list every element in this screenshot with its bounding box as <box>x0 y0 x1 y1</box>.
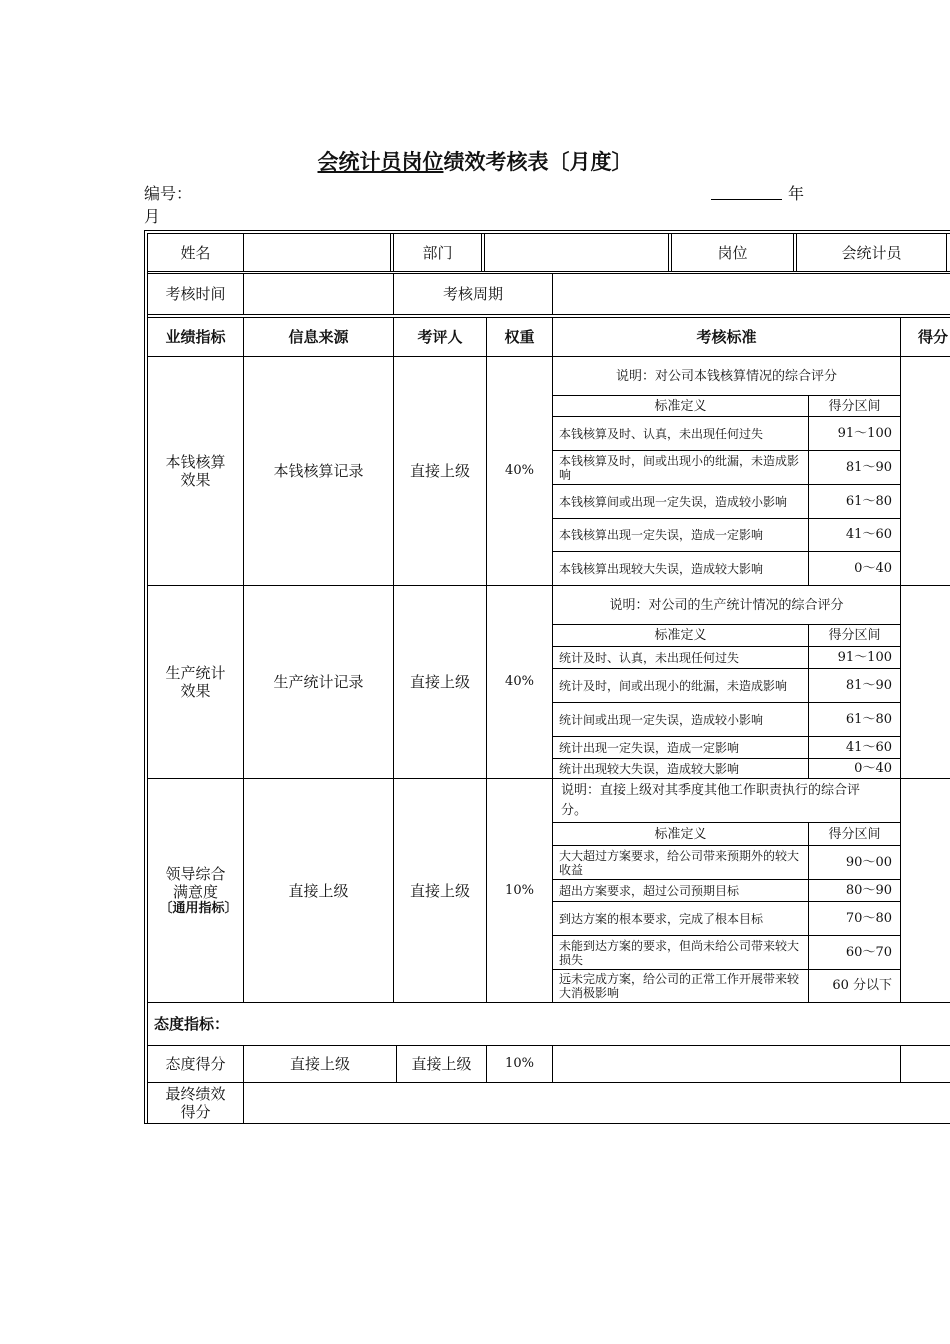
criteria-def: 本钱核算及时，间或出现小的纰漏，未造成影响 <box>559 453 800 482</box>
header-weight: 权重 <box>504 328 535 346</box>
criteria-def: 本钱核算出现一定失误，造成一定影响 <box>559 528 764 542</box>
attitude-section-label: 态度指标： <box>154 1015 230 1033</box>
final-score-field[interactable] <box>244 1083 950 1123</box>
criteria-range: 91～100 <box>837 649 892 665</box>
indicator-name: 本钱核算效果 <box>165 453 226 489</box>
criteria-def-header: 标准定义 <box>654 628 707 643</box>
title-rest: 绩效考核表〔月度〕 <box>443 150 633 174</box>
indicator-weight: 10% <box>505 882 534 898</box>
post-label: 岗位 <box>717 243 748 262</box>
indicator-rater: 直接上级 <box>409 673 470 691</box>
indicator-name-cell <box>148 779 243 1002</box>
criteria-def: 统计间或出现一定失误，造成较小影响 <box>559 712 764 727</box>
number-label: 编号： <box>144 184 193 203</box>
criteria-def: 超出方案要求，超过公司预期目标 <box>559 883 740 898</box>
indicator-note: 说明：对公司的生产统计情况的综合评分 <box>609 597 844 613</box>
criteria-def: 统计及时，间或出现小的纰漏，未造成影响 <box>559 678 788 693</box>
criteria-def: 到达方案的根本要求，完成了根本目标 <box>559 911 764 926</box>
year-blank-line <box>711 199 782 200</box>
title-underlined: 会统计员岗位 <box>317 150 444 174</box>
criteria-def: 本钱核算出现较大失误，造成较大影响 <box>559 561 764 576</box>
final-score-label: 最终绩效得分 <box>165 1085 226 1121</box>
criteria-def: 大大超过方案要求，给公司带来预期外的较大收益 <box>559 848 800 877</box>
name-field[interactable] <box>244 234 390 271</box>
year-label: 年 <box>788 184 805 203</box>
criteria-range: 0～40 <box>854 760 892 776</box>
criteria-def: 统计出现较大失误，造成较大影响 <box>559 761 740 776</box>
indicator-note: 说明：直接上级对其季度其他工作职责执行的综合评分。 <box>561 782 861 818</box>
attitude-score-field[interactable] <box>901 1046 950 1082</box>
criteria-range: 60 分以下 <box>832 978 892 993</box>
period-label: 考核周期 <box>442 285 503 303</box>
attitude-rater: 直接上级 <box>411 1055 472 1073</box>
indicator-rater: 直接上级 <box>409 462 470 480</box>
header-rater: 考评人 <box>417 328 463 346</box>
criteria-range: 61～80 <box>845 711 892 727</box>
criteria-def: 本钱核算及时、认真，未出现任何过失 <box>559 426 764 441</box>
header-indicator: 业绩指标 <box>165 328 226 346</box>
indicator-source: 生产统计记录 <box>273 673 364 691</box>
month-label: 月 <box>144 207 161 226</box>
criteria-def: 统计出现一定失误，造成一定影响 <box>559 740 740 755</box>
criteria-range-header: 得分区间 <box>828 628 881 643</box>
indicator-source: 本钱核算记录 <box>273 462 364 480</box>
header-score: 得分 <box>918 328 949 346</box>
criteria-range: 41～60 <box>845 527 892 542</box>
criteria-range: 81～90 <box>845 677 892 693</box>
attitude-standard-field[interactable] <box>553 1046 900 1082</box>
criteria-range: 41～60 <box>845 739 892 755</box>
indicator-rater: 直接上级 <box>409 881 470 900</box>
criteria-def-header: 标准定义 <box>654 398 707 414</box>
criteria-range-header: 得分区间 <box>828 826 881 842</box>
time-field[interactable] <box>244 274 393 314</box>
criteria-def: 远未完成方案，给公司的正常工作开展带来较大消极影响 <box>559 972 800 1000</box>
criteria-range: 0～40 <box>854 560 892 576</box>
criteria-range: 80～90 <box>845 882 892 898</box>
header-source: 信息来源 <box>288 328 349 346</box>
indicator-name: 领导综合满意度 <box>165 865 226 901</box>
criteria-def: 本钱核算间或出现一定失误，造成较小影响 <box>559 494 788 509</box>
criteria-range: 90～00 <box>845 854 892 870</box>
dept-field[interactable] <box>485 234 668 271</box>
dept-label: 部门 <box>422 243 453 262</box>
indicator-note: 说明：对公司本钱核算情况的综合评分 <box>615 368 837 384</box>
page-title <box>0 146 950 176</box>
criteria-range: 91～100 <box>837 425 892 441</box>
criteria-range: 81～90 <box>845 459 892 475</box>
criteria-def: 未能到达方案的要求，但尚未给公司带来较大损失 <box>559 938 800 967</box>
criteria-def: 统计及时、认真，未出现任何过失 <box>559 650 740 665</box>
header-standard: 考核标准 <box>696 328 757 346</box>
attitude-weight: 10% <box>505 1056 534 1071</box>
attitude-source: 直接上级 <box>289 1055 350 1073</box>
indicator-weight: 40% <box>505 463 534 478</box>
criteria-range: 61～80 <box>845 493 892 509</box>
period-field[interactable] <box>553 274 950 314</box>
criteria-def-header: 标准定义 <box>654 826 707 842</box>
criteria-range: 70～80 <box>845 910 892 926</box>
criteria-range: 60～70 <box>845 944 892 960</box>
time-label: 考核时间 <box>165 285 226 303</box>
indicator-source: 直接上级 <box>288 881 349 900</box>
criteria-range-header: 得分区间 <box>828 398 881 414</box>
indicator-weight: 40% <box>505 674 534 689</box>
indicator-name: 生产统计效果 <box>165 664 226 700</box>
post-value: 会统计员 <box>841 243 902 262</box>
attitude-name: 态度得分 <box>165 1055 226 1073</box>
indicator-name-note: 〔通用指标〕 <box>159 901 238 916</box>
name-label: 姓名 <box>180 243 211 262</box>
